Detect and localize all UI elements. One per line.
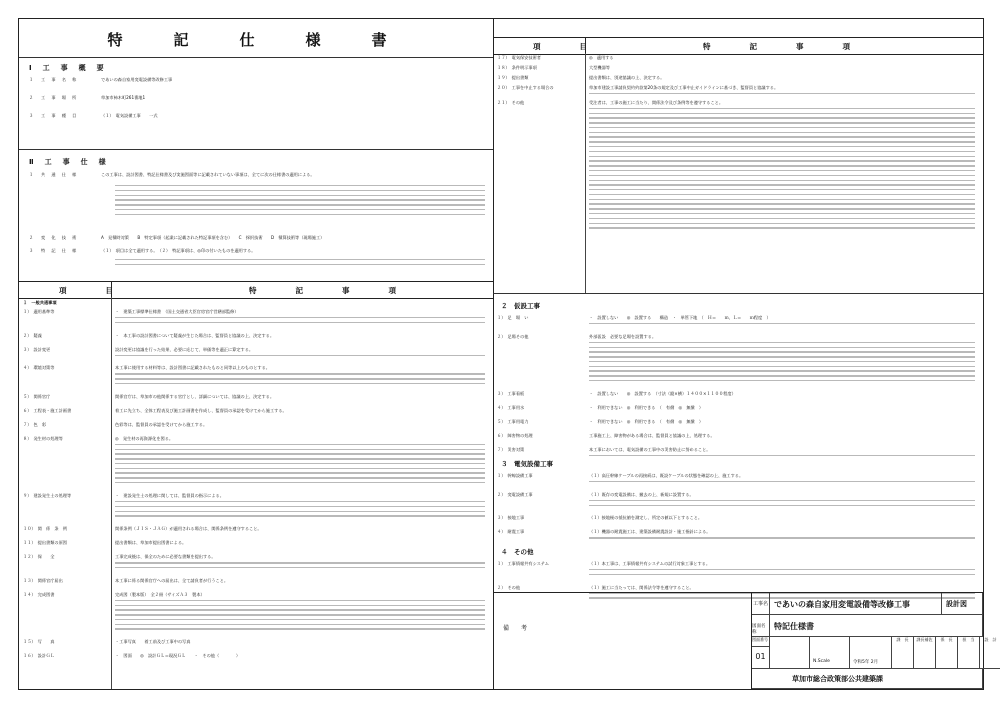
title-block (751, 592, 997, 689)
text-lines (589, 323, 975, 328)
header-item: 項 目 (59, 286, 121, 295)
table-row (493, 85, 983, 93)
text-lines (115, 444, 485, 487)
row-item: ３） 工事看板 (497, 391, 525, 396)
table-row (19, 540, 493, 548)
row-item: １３） 関係官庁届出 (23, 577, 63, 583)
text-lines (589, 569, 975, 579)
row-item: １） 足 場 い (497, 315, 529, 320)
date: 令和5年 2月 (850, 637, 892, 669)
table-row (493, 100, 983, 108)
row-text: 設計変更は協議を行った結果、必要に応じて、単価等を適正に算定する。 (115, 346, 254, 352)
row-text: 提出書類は、別途協議の上、決定する。 (589, 75, 665, 80)
row-text: ・ 利用できない ◎ 利用できる （ 有償 ◎ 無償 ） (589, 419, 704, 424)
group-title: １ 一般共通事項 (23, 300, 57, 305)
blank-cell (770, 637, 810, 669)
row-item: １４） 完成図書 (23, 591, 55, 597)
left-column (19, 19, 494, 689)
row-item: １８） 条件明示事項 (497, 65, 537, 70)
row-text: 関係条例（ＪＩＳ・ＪＡＧ）が適用される場合は、関係条例を遵守すること。 (115, 526, 262, 532)
table-row (19, 408, 493, 416)
row-text: 工事施工上、障害物がある場合は、監督員と協議の上、処理する。 (589, 433, 715, 438)
section-other-title: ４ その他 (501, 548, 534, 556)
scale: N.Scale (810, 637, 850, 669)
overview-row: ３ 工 事 種 目 （１） 電気設備工事 一式 (29, 113, 158, 118)
row-text: 関係官庁は、草加市の他関係する官庁とし、詳細については、協議の上、決定する。 (115, 393, 275, 399)
stamp-cell: 担 当 (958, 637, 980, 669)
row-text: 工事完成後は、保全のために必要な書類を提出する。 (115, 554, 216, 560)
notes-area (493, 592, 751, 689)
table-row (19, 333, 493, 341)
table-row (493, 55, 983, 63)
row-item: ４） 工事用水 (497, 405, 525, 410)
row-text: 外部仮設 必要な足場を設置する。 (589, 333, 657, 339)
row-item: ５） 工事用電力 (497, 419, 529, 424)
table-row (19, 436, 493, 444)
text-lines (589, 108, 975, 232)
table-row (19, 347, 493, 355)
section-overview-title: Ⅰ 工 事 概 要 (29, 64, 106, 72)
row-item: ２１） その他 (497, 99, 525, 105)
right-table-header (493, 37, 983, 55)
spec-sheet (18, 18, 997, 690)
row-text: 着工に先立ち、全体工程表及び施工計画書を作成し、監督員の承認を受けてから施工する。 (115, 407, 287, 413)
row-text: ・ 設置しない ◎ 設置する （寸法（縦×横）１４００×１１００程度） (589, 391, 736, 396)
table-row (19, 309, 493, 317)
row-item: ２） その他 (497, 584, 521, 590)
divider (19, 149, 493, 150)
table-row (493, 391, 983, 399)
row-text: 本工事に係る関係官庁への届出は、全て請負者が行うこと。 (115, 577, 229, 583)
row-item: １５） 写 真 (23, 639, 55, 645)
row-text: （１）機器の耐震施工は、建築設備耐震設計・施工指針による。 (589, 529, 711, 535)
table-row (493, 473, 983, 481)
text-lines (115, 600, 485, 633)
text-lines (115, 501, 485, 520)
header-item: 項 目 (533, 42, 595, 51)
row-text: ・ 建設発生土の処理に関しては、監督員の指示による。 (115, 493, 224, 498)
table-row (493, 515, 983, 523)
right-column (493, 19, 997, 689)
row-text: 本工事においては、電気設備の工事中の災害防止に努めること。 (589, 447, 711, 452)
text-lines (115, 562, 485, 572)
row-item: １７） 電気保安技術者 (497, 55, 541, 60)
sheet-title: 特 記 仕 様 書 (107, 31, 405, 49)
row-text: （１）施工に当たっては、関係法令等を遵守すること。 (589, 584, 694, 590)
table-row (493, 433, 983, 441)
row-item: ２） 疑義 (23, 332, 42, 338)
table-row (19, 639, 493, 647)
row-text: 色彩等は、監督員の承認を受けてから施工する。 (115, 421, 208, 427)
row-item: １） 適用基準等 (23, 309, 55, 314)
row-text: （１）既存の変電設備は、撤去の上、新規に設置する。 (589, 491, 694, 497)
header-spec: 特 記 事 項 (249, 286, 404, 295)
sheet-label: 図面名称 (752, 615, 770, 637)
row-item: １１） 提出書類の原図 (23, 540, 67, 546)
text-lines (589, 537, 975, 542)
table-row (493, 65, 983, 73)
row-item: １２） 保 全 (23, 554, 55, 560)
table-row (493, 315, 983, 323)
divider (493, 293, 983, 294)
text-lines (589, 481, 975, 486)
row-text: （１）本工事は、工事情報共有システムの試行対象工事とする。 (589, 561, 711, 566)
row-item: ８） 発生材の処理等 (23, 435, 63, 441)
table-row (19, 592, 493, 600)
stamp-cell: 設 計 (980, 637, 1000, 669)
row-item: ９） 建設発生土の処理等 (23, 493, 72, 498)
row-item: １９） 提出書類 (497, 75, 529, 80)
row-text: 提出書類は、草加市提出図書による。 (115, 540, 187, 546)
sheet-name: 特記仕様書 (770, 615, 983, 637)
table-row (19, 554, 493, 562)
row-text: 受注者は、工事の施工に当たり、関係法令及び条例等を遵守すること。 (589, 99, 724, 105)
row-item: ４） 耐震工事 (497, 529, 525, 535)
project-label: 工事名 (752, 593, 770, 615)
divider (19, 57, 493, 58)
row-item: １） 工事情報共有システム (497, 561, 549, 566)
stamp-cell: 課 長 (892, 637, 914, 669)
row-text: ・工事写真 着工前及び工事中の写真 (115, 639, 191, 645)
spec-text-block (115, 185, 485, 225)
table-row (19, 653, 493, 661)
row-item: ２０） 工事を中止する場合の (497, 85, 554, 90)
table-row (493, 334, 983, 342)
text-lines (589, 93, 975, 98)
row-item: １６） 設計ＧＬ (23, 653, 55, 659)
table-row (493, 447, 983, 455)
spec-row: ２ 変 化 技 術 A 見積時対策 B 特定事項（起業に記載された特記事項を含む） C 採択技術 D 積算技術等（現場施工） (29, 235, 325, 240)
stamp-cell: 係 長 (936, 637, 958, 669)
text-lines (589, 342, 975, 385)
row-text: （１）高圧幹線ケーブルの再接続は、既設ケーブルの状態を確認の上、施工する。 (589, 473, 744, 478)
table-row (493, 492, 983, 500)
overview-row: ２ 工 事 場 所 草加市柿木町261番地1 (29, 95, 146, 100)
drawing-no: 01 (752, 647, 770, 669)
table-row (19, 422, 493, 430)
stamp-cell: 課長補佐 (914, 637, 936, 669)
notes-label: 備 考 (503, 625, 528, 632)
row-text: ◎ 発生材の再資源化を図る。 (115, 435, 174, 441)
row-item: ６） 工程表・施工計画書 (23, 407, 72, 413)
row-text: ◎ 適用する (589, 55, 614, 60)
row-item: ６） 障害物の処理 (497, 433, 533, 438)
row-text: ・ 建築工事標準仕様書 （国土交通省大臣官房官庁営繕部監修） (115, 309, 239, 314)
row-item: ３） 設計変更 (23, 346, 51, 352)
row-text: ・ 本工事の設計図書について疑義が生じた場合は、監督員と協議の上、決定する。 (115, 332, 275, 338)
text-lines (115, 373, 485, 387)
table-row (19, 526, 493, 534)
spec-text-block (115, 259, 485, 273)
project-name: であいの森自家用変電設備等改修工事 (770, 593, 942, 615)
table-row (493, 75, 983, 83)
text-lines (115, 317, 485, 327)
row-item: ５） 関係官庁 (23, 393, 51, 399)
section-spec-title: Ⅱ 工 事 仕 様 (29, 158, 108, 166)
table-row (19, 365, 493, 373)
table-row (19, 394, 493, 402)
table-row (19, 578, 493, 586)
section-temporary-title: ２ 仮設工事 (501, 302, 540, 310)
text-lines (589, 500, 975, 510)
section-electrical-title: ３ 電気設備工事 (501, 460, 553, 468)
text-lines (589, 455, 975, 460)
row-text: 完成図（製本版） 全２冊（サイズＡ３ 製本） (115, 591, 205, 597)
row-item: ２） 足場その他 (497, 333, 529, 339)
row-item: ４） 環境対策等 (23, 365, 55, 371)
spec-row: ３ 特 記 仕 様 （１） 項目は全て適用する。 （２） 特記事項は、◎印の付いたものを適用する。 (29, 248, 256, 253)
row-item: ７） 災害対策 (497, 447, 525, 452)
row-text: 本工事に使用する材料等は、設計図書に記載されたものと同等以上のものとする。 (115, 365, 270, 371)
drawing-no-label: 図面番号 (752, 637, 770, 647)
overview-row: １ 工 事 名 称 であいの森自家用変電設備等改修工事 (29, 77, 173, 82)
table-row (493, 405, 983, 413)
left-table-header (19, 281, 493, 299)
table-row (493, 419, 983, 427)
table-row (19, 493, 493, 501)
row-text: ・ 利用できない ◎ 利用できる （ 有償 ◎ 無償 ） (589, 405, 704, 410)
row-item: ２） 変電設備工事 (497, 491, 533, 497)
row-text: （１）接地極の抵抗値を測定し、所定の値以下とすること。 (589, 515, 703, 521)
row-text: ・ 図面 ◎ 設計ＧＬ＝現況ＧＬ ・ その他（ ） (115, 653, 241, 659)
table-row (493, 529, 983, 537)
header-spec: 特 記 事 項 (703, 42, 858, 51)
text-lines (115, 355, 485, 360)
row-item: ７） 色 彩 (23, 421, 47, 427)
office-name: 草加市総合政策部公共建築課 (752, 669, 983, 689)
design-label: 設計図 (942, 593, 983, 615)
row-text: 大型機器等 (589, 65, 610, 70)
row-item: １０） 関 係 条 例 (23, 526, 67, 532)
row-item: ３） 接地工事 (497, 515, 525, 521)
row-text: 草加市建設工事請負契約約款第20条の規定及び工事中止ガイドラインに基づき、監督員と協議する。 (589, 85, 779, 90)
table-row (493, 561, 983, 569)
row-text: ・ 設置しない ◎ 設置する 構造 ・ 単管下地 （ Ｈ＝ ｍ、Ｌ＝ ｍ程度 ） (589, 315, 771, 320)
spec-row: １ 共 通 仕 様 この工事は、設計図書、特記仕様書及び実施図面等に記載されていない事項は、全てに次の仕様書の適用による。 (29, 172, 315, 177)
row-item: １） 幹線設備工事 (497, 473, 533, 478)
